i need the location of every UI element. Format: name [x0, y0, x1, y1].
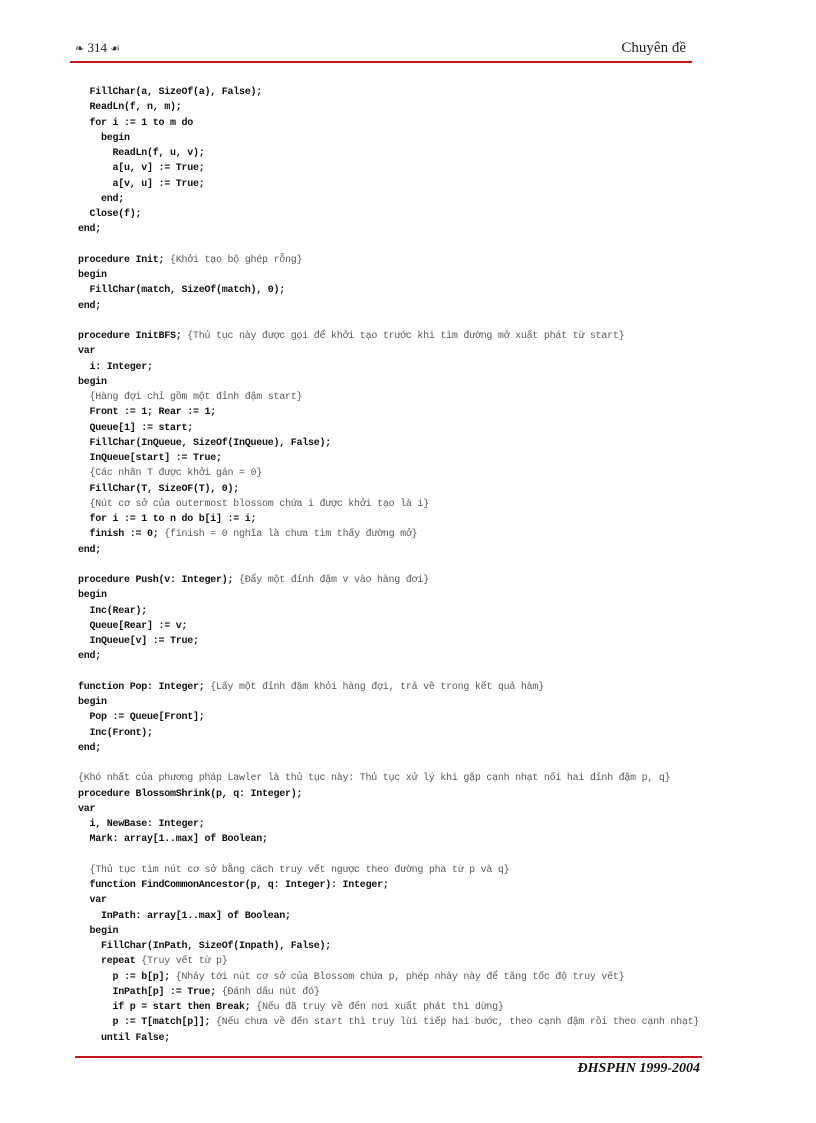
code-indent	[78, 285, 90, 296]
code-statement: procedure InitBFS;	[78, 331, 182, 342]
code-line	[78, 710, 718, 725]
code-statement: InQueue[v] := True;	[89, 636, 199, 647]
code-statement: end;	[101, 193, 125, 205]
code-line	[78, 161, 718, 176]
code-indent	[78, 911, 101, 922]
code-line	[78, 771, 718, 786]
code-line	[78, 878, 718, 893]
code-indent	[78, 636, 90, 647]
code-indent	[78, 194, 101, 205]
code-line	[78, 1015, 718, 1030]
code-line	[78, 482, 718, 497]
code-line	[78, 238, 718, 253]
code-statement: Pop := Queue[Front];	[89, 712, 205, 724]
code-statement: begin	[78, 590, 107, 602]
code-statement: p := T[match[p]];	[112, 1017, 211, 1029]
code-indent	[78, 392, 90, 403]
code-indent	[78, 209, 90, 220]
code-line	[78, 817, 718, 832]
code-indent	[78, 407, 90, 418]
code-statement: begin	[101, 132, 130, 144]
code-line	[78, 253, 718, 268]
code-line	[78, 787, 718, 802]
code-line	[78, 665, 718, 680]
code-comment: {Lấy một đỉnh đậm khỏi hàng đợi, trả về trong kết quả hàm}	[204, 681, 544, 693]
code-comment: {Nhảy tới nút cơ sở của Blossom chứa p, phép nhảy này để tăng tốc độ truy vết}	[170, 971, 625, 983]
code-line	[78, 527, 718, 542]
code-line	[78, 543, 718, 558]
code-line	[78, 985, 718, 1000]
code-statement: for i := 1 to m do	[89, 117, 194, 129]
code-statement: end;	[78, 651, 102, 663]
code-line	[78, 207, 718, 222]
code-statement: end;	[78, 742, 102, 754]
code-statement: Inc(Front);	[89, 727, 153, 739]
code-indent	[78, 1033, 101, 1044]
code-line	[78, 344, 718, 359]
left-ornament-icon: ❧	[75, 43, 85, 55]
code-comment: {Hàng đợi chỉ gồm một đỉnh đậm start}	[89, 392, 303, 403]
code-listing	[78, 85, 718, 1046]
code-line	[78, 970, 718, 985]
code-indent	[78, 499, 90, 510]
code-statement: var	[78, 346, 96, 358]
code-comment: {Thủ tục tìm nút cơ sở bằng cách truy vết ngược theo đường pha từ p và q}	[89, 864, 510, 876]
code-line	[78, 680, 718, 695]
footer-rule	[75, 1056, 702, 1058]
code-line	[78, 588, 718, 603]
code-statement: end;	[78, 300, 102, 312]
code-line	[78, 512, 718, 527]
code-indent	[78, 179, 113, 190]
code-line	[78, 100, 718, 115]
code-line	[78, 436, 718, 451]
code-line	[78, 1031, 718, 1046]
code-line	[78, 863, 718, 878]
code-comment: {Nếu chưa về đến start thì truy lùi tiếp hai bước, theo cạnh đậm rồi theo cạnh nhạt}	[210, 1017, 700, 1029]
code-line	[78, 939, 718, 954]
code-comment: {Đánh dấu nút đó}	[216, 986, 320, 998]
code-line	[78, 893, 718, 908]
code-indent	[78, 133, 101, 144]
code-statement: function Pop: Integer;	[78, 681, 205, 693]
header-rule	[70, 61, 692, 63]
code-line	[78, 832, 718, 847]
code-line	[78, 405, 718, 420]
code-statement: begin	[78, 270, 107, 281]
footer-text: ĐHSPHN 1999-2004	[577, 1061, 700, 1076]
code-statement: end;	[78, 544, 102, 556]
code-indent	[78, 819, 90, 830]
code-line	[78, 741, 718, 756]
code-line	[78, 451, 718, 466]
code-indent	[78, 1017, 113, 1028]
code-statement: procedure Init;	[78, 254, 165, 266]
code-line	[78, 390, 718, 405]
code-indent	[78, 880, 90, 891]
code-line	[78, 375, 718, 390]
code-statement: begin	[78, 376, 107, 388]
code-statement: FillChar(InQueue, SizeOf(InQueue), False);	[89, 437, 332, 449]
code-statement: FillChar(match, SizeOf(match), 0);	[89, 285, 286, 297]
code-line	[78, 268, 718, 283]
code-indent	[78, 728, 90, 739]
code-indent	[78, 484, 90, 495]
code-line	[78, 573, 718, 588]
code-statement: InQueue[start] := True;	[89, 453, 222, 464]
code-statement: p := b[p];	[112, 971, 171, 983]
page-number-header	[75, 40, 120, 56]
code-indent	[78, 941, 101, 952]
code-comment: {Khởi tạo bộ ghép rỗng}	[164, 254, 303, 266]
code-comment: {Đẩy một đỉnh đậm v vào hàng đơi}	[233, 575, 429, 586]
code-statement: Front := 1; Rear := 1;	[89, 407, 217, 419]
code-statement: until False;	[101, 1032, 171, 1044]
code-line	[78, 497, 718, 512]
code-statement: ReadLn(f, u, v);	[112, 148, 205, 159]
code-statement: function FindCommonAncestor(p, q: Integer): Integer;	[89, 880, 389, 891]
code-line	[78, 924, 718, 939]
code-line	[78, 604, 718, 619]
page-number: 314	[87, 40, 107, 55]
code-statement: Queue[Rear] := v;	[89, 620, 188, 632]
code-statement: if p = start then Break;	[112, 1002, 251, 1013]
code-indent	[78, 102, 90, 113]
code-line	[78, 909, 718, 924]
code-statement: FillChar(T, SizeOF(T), 0);	[89, 483, 240, 495]
code-statement: Mark: array[1..max] of Boolean;	[89, 834, 268, 846]
code-statement: begin	[89, 925, 119, 937]
code-statement: repeat	[101, 956, 136, 968]
code-indent	[78, 712, 90, 723]
code-line	[78, 466, 718, 481]
code-indent	[78, 423, 90, 434]
code-line	[78, 726, 718, 741]
code-line	[78, 649, 718, 664]
code-statement: Close(f);	[89, 209, 142, 220]
code-comment: {Nếu đã truy về đến nơi xuất phát thì dừng}	[250, 1002, 504, 1013]
code-line	[78, 558, 718, 573]
code-indent	[78, 453, 90, 464]
code-statement: FillChar(InPath, SizeOf(Inpath), False);	[101, 941, 332, 952]
code-line	[78, 619, 718, 634]
code-comment: {finish = 0 nghĩa là chưa tìm thấy đường mở}	[158, 529, 418, 541]
code-line	[78, 116, 718, 131]
code-indent	[78, 987, 113, 998]
code-statement: Queue[1] := start;	[89, 422, 194, 434]
code-statement: end;	[78, 224, 102, 236]
code-statement: ReadLn(f, n, m);	[89, 102, 182, 114]
code-line	[78, 802, 718, 817]
code-comment: {Truy vết từ p}	[135, 956, 228, 968]
code-statement: InPath: array[1..max] of Boolean;	[101, 910, 291, 922]
code-indent	[78, 865, 90, 876]
code-line	[78, 222, 718, 237]
code-line	[78, 177, 718, 192]
code-indent	[78, 972, 113, 983]
code-comment: {Khó nhất của phương pháp Lawler là thủ tục này: Thủ tục xử lý khi gặp cạnh nhạt nối hai đỉnh đậm p, q}	[78, 773, 671, 785]
code-line	[78, 283, 718, 298]
code-statement: i: Integer;	[89, 361, 153, 373]
code-indent	[78, 926, 90, 937]
code-line	[78, 360, 718, 375]
chapter-title: Chuyên đề	[621, 40, 686, 56]
code-line	[78, 848, 718, 863]
code-indent	[78, 895, 90, 906]
code-statement: procedure Push(v: Integer);	[78, 575, 234, 586]
code-indent	[78, 163, 113, 174]
code-line	[78, 695, 718, 710]
code-line	[78, 954, 718, 969]
code-statement: finish := 0;	[89, 529, 159, 541]
code-indent	[78, 1002, 113, 1013]
code-statement: InPath[p] := True;	[112, 986, 217, 998]
code-indent	[78, 362, 90, 373]
code-indent	[78, 834, 90, 845]
code-line	[78, 1000, 718, 1015]
code-line	[78, 314, 718, 329]
code-comment: {Nút cơ sở của outermost blossom chứa i được khởi tạo là i}	[89, 498, 429, 510]
code-indent	[78, 87, 90, 98]
code-indent	[78, 606, 90, 617]
code-statement: a[v, u] := True;	[112, 178, 205, 190]
code-statement: a[u, v] := True;	[112, 163, 205, 175]
code-comment: {Các nhãn T được khởi gán = 0}	[89, 468, 263, 480]
code-line	[78, 146, 718, 161]
code-statement: i, NewBase: Integer;	[89, 819, 205, 830]
code-indent	[78, 468, 90, 479]
code-statement: FillChar(a, SizeOf(a), False);	[89, 87, 263, 98]
code-statement: var	[89, 895, 107, 907]
code-statement: procedure BlossomShrink(p, q: Integer);	[78, 788, 303, 800]
code-line	[78, 85, 718, 100]
code-statement: var	[78, 803, 96, 815]
code-line	[78, 131, 718, 146]
code-line	[78, 634, 718, 649]
code-indent	[78, 514, 90, 525]
code-statement: begin	[78, 697, 107, 708]
code-indent	[78, 529, 90, 540]
code-line	[78, 192, 718, 207]
code-indent	[78, 621, 90, 632]
code-line	[78, 421, 718, 436]
code-line	[78, 299, 718, 314]
code-indent	[78, 148, 113, 159]
code-statement: for i := 1 to n do b[i] := i;	[89, 514, 257, 525]
code-indent	[78, 118, 90, 129]
code-line	[78, 756, 718, 771]
code-statement: Inc(Rear);	[89, 605, 148, 617]
code-comment: {Thủ tục này được gọi để khởi tạo trước khi tìm đường mở xuất phát từ start}	[181, 331, 625, 342]
code-line	[78, 329, 718, 344]
code-indent	[78, 956, 101, 967]
right-ornament-icon: ☙	[110, 43, 121, 55]
code-indent	[78, 438, 90, 449]
